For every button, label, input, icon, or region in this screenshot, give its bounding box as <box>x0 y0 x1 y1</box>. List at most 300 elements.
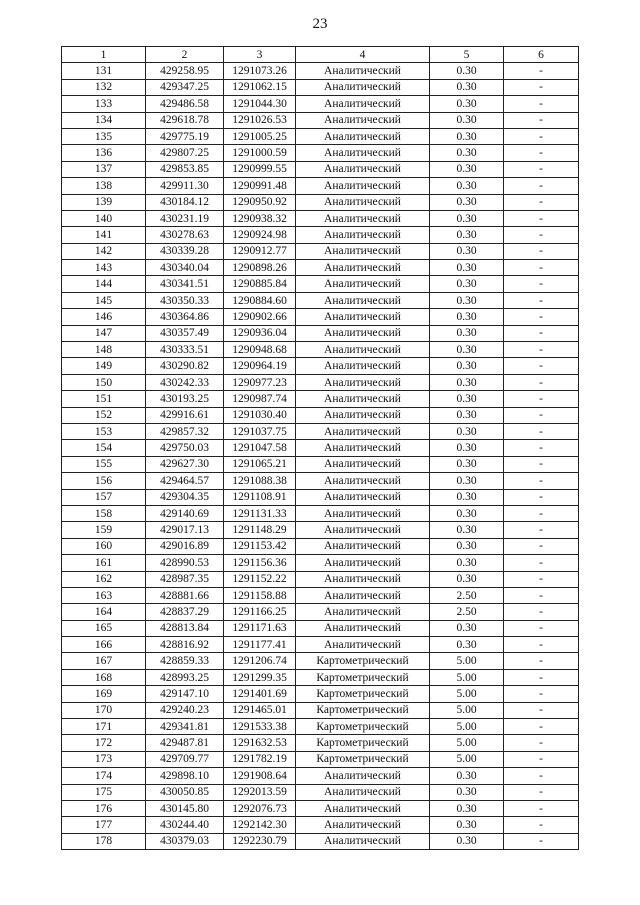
table-row <box>62 571 579 587</box>
cell-point-number: 138 <box>62 178 146 194</box>
cell-y-coordinate: 1290964.19 <box>224 358 296 374</box>
cell-point-number: 154 <box>62 440 146 456</box>
cell-point-number: 147 <box>62 325 146 341</box>
cell-method: Аналитический <box>296 407 430 423</box>
cell-method: Аналитический <box>296 243 430 259</box>
cell-point-number: 139 <box>62 194 146 210</box>
cell-method: Аналитический <box>296 604 430 620</box>
cell-y-coordinate: 1291047.58 <box>224 440 296 456</box>
cell-accuracy: 0.30 <box>430 784 504 800</box>
cell-accuracy: 2.50 <box>430 604 504 620</box>
table-row <box>62 423 579 439</box>
cell-y-coordinate: 1291108.91 <box>224 489 296 505</box>
table-row <box>62 358 579 374</box>
table-row <box>62 243 579 259</box>
cell-method: Аналитический <box>296 522 430 538</box>
cell-x-coordinate: 429709.77 <box>146 751 224 767</box>
cell-note: - <box>504 473 579 489</box>
cell-point-number: 177 <box>62 817 146 833</box>
cell-method: Аналитический <box>296 112 430 128</box>
cell-x-coordinate: 429916.61 <box>146 407 224 423</box>
cell-y-coordinate: 1290948.68 <box>224 342 296 358</box>
cell-method: Аналитический <box>296 391 430 407</box>
cell-accuracy: 0.30 <box>430 473 504 489</box>
cell-point-number: 142 <box>62 243 146 259</box>
cell-accuracy: 0.30 <box>430 194 504 210</box>
cell-accuracy: 0.30 <box>430 571 504 587</box>
cell-x-coordinate: 429464.57 <box>146 473 224 489</box>
cell-note: - <box>504 735 579 751</box>
cell-x-coordinate: 429857.32 <box>146 423 224 439</box>
cell-note: - <box>504 63 579 79</box>
cell-y-coordinate: 1291908.64 <box>224 768 296 784</box>
cell-method: Аналитический <box>296 358 430 374</box>
cell-note: - <box>504 325 579 341</box>
cell-method: Аналитический <box>296 145 430 161</box>
cell-note: - <box>504 260 579 276</box>
header-cell-4: 4 <box>296 47 430 63</box>
cell-point-number: 135 <box>62 128 146 144</box>
cell-accuracy: 0.30 <box>430 505 504 521</box>
cell-method: Аналитический <box>296 817 430 833</box>
cell-note: - <box>504 702 579 718</box>
cell-note: - <box>504 423 579 439</box>
cell-method: Аналитический <box>296 538 430 554</box>
cell-y-coordinate: 1290977.23 <box>224 374 296 390</box>
cell-accuracy: 0.30 <box>430 637 504 653</box>
cell-point-number: 173 <box>62 751 146 767</box>
cell-point-number: 153 <box>62 423 146 439</box>
cell-x-coordinate: 430050.85 <box>146 784 224 800</box>
cell-accuracy: 0.30 <box>430 358 504 374</box>
cell-y-coordinate: 1291152.22 <box>224 571 296 587</box>
header-cell-6: 6 <box>504 47 579 63</box>
cell-note: - <box>504 243 579 259</box>
cell-accuracy: 0.30 <box>430 112 504 128</box>
cell-method: Картометрический <box>296 751 430 767</box>
table-row <box>62 292 579 308</box>
cell-y-coordinate: 1291088.38 <box>224 473 296 489</box>
cell-note: - <box>504 161 579 177</box>
cell-accuracy: 0.30 <box>430 96 504 112</box>
cell-method: Картометрический <box>296 702 430 718</box>
cell-x-coordinate: 429140.69 <box>146 505 224 521</box>
cell-note: - <box>504 309 579 325</box>
cell-note: - <box>504 768 579 784</box>
table-row <box>62 194 579 210</box>
cell-x-coordinate: 429347.25 <box>146 79 224 95</box>
cell-accuracy: 0.30 <box>430 210 504 226</box>
table-row <box>62 522 579 538</box>
cell-y-coordinate: 1291030.40 <box>224 407 296 423</box>
cell-method: Картометрический <box>296 719 430 735</box>
table-row <box>62 309 579 325</box>
table-row <box>62 604 579 620</box>
cell-y-coordinate: 1292013.59 <box>224 784 296 800</box>
cell-point-number: 145 <box>62 292 146 308</box>
cell-accuracy: 0.30 <box>430 243 504 259</box>
table-row <box>62 210 579 226</box>
cell-note: - <box>504 669 579 685</box>
cell-accuracy: 0.30 <box>430 161 504 177</box>
cell-note: - <box>504 817 579 833</box>
cell-y-coordinate: 1291131.33 <box>224 505 296 521</box>
cell-x-coordinate: 430244.40 <box>146 817 224 833</box>
cell-note: - <box>504 653 579 669</box>
coordinates-table <box>61 46 579 850</box>
cell-note: - <box>504 407 579 423</box>
cell-x-coordinate: 430340.04 <box>146 260 224 276</box>
header-cell-1: 1 <box>62 47 146 63</box>
cell-y-coordinate: 1291177.41 <box>224 637 296 653</box>
cell-method: Картометрический <box>296 653 430 669</box>
cell-y-coordinate: 1291000.59 <box>224 145 296 161</box>
cell-accuracy: 0.30 <box>430 768 504 784</box>
cell-method: Аналитический <box>296 784 430 800</box>
cell-y-coordinate: 1291153.42 <box>224 538 296 554</box>
cell-y-coordinate: 1290885.84 <box>224 276 296 292</box>
cell-point-number: 146 <box>62 309 146 325</box>
cell-note: - <box>504 391 579 407</box>
cell-x-coordinate: 430333.51 <box>146 342 224 358</box>
cell-note: - <box>504 440 579 456</box>
cell-x-coordinate: 429240.23 <box>146 702 224 718</box>
cell-point-number: 137 <box>62 161 146 177</box>
cell-point-number: 158 <box>62 505 146 521</box>
table-row <box>62 342 579 358</box>
cell-method: Аналитический <box>296 620 430 636</box>
cell-point-number: 174 <box>62 768 146 784</box>
cell-point-number: 170 <box>62 702 146 718</box>
cell-method: Аналитический <box>296 800 430 816</box>
cell-point-number: 140 <box>62 210 146 226</box>
cell-method: Аналитический <box>296 276 430 292</box>
cell-y-coordinate: 1292142.30 <box>224 817 296 833</box>
cell-point-number: 136 <box>62 145 146 161</box>
cell-accuracy: 0.30 <box>430 63 504 79</box>
cell-point-number: 163 <box>62 587 146 603</box>
cell-y-coordinate: 1291005.25 <box>224 128 296 144</box>
table-row <box>62 489 579 505</box>
cell-method: Аналитический <box>296 194 430 210</box>
table-row <box>62 260 579 276</box>
cell-point-number: 144 <box>62 276 146 292</box>
cell-y-coordinate: 1290950.92 <box>224 194 296 210</box>
cell-note: - <box>504 637 579 653</box>
cell-accuracy: 2.50 <box>430 587 504 603</box>
cell-accuracy: 0.30 <box>430 178 504 194</box>
table-row <box>62 555 579 571</box>
cell-accuracy: 0.30 <box>430 227 504 243</box>
cell-x-coordinate: 430278.63 <box>146 227 224 243</box>
cell-method: Аналитический <box>296 505 430 521</box>
cell-y-coordinate: 1291401.69 <box>224 686 296 702</box>
cell-note: - <box>504 571 579 587</box>
cell-y-coordinate: 1291158.88 <box>224 587 296 603</box>
cell-x-coordinate: 430364.86 <box>146 309 224 325</box>
table-row <box>62 833 579 849</box>
table-header-row <box>62 47 579 63</box>
cell-x-coordinate: 428816.92 <box>146 637 224 653</box>
cell-point-number: 151 <box>62 391 146 407</box>
cell-accuracy: 0.30 <box>430 456 504 472</box>
cell-point-number: 134 <box>62 112 146 128</box>
header-cell-5: 5 <box>430 47 504 63</box>
table-row <box>62 407 579 423</box>
cell-accuracy: 0.30 <box>430 374 504 390</box>
cell-point-number: 169 <box>62 686 146 702</box>
table-row <box>62 587 579 603</box>
cell-note: - <box>504 96 579 112</box>
cell-x-coordinate: 430231.19 <box>146 210 224 226</box>
cell-x-coordinate: 429017.13 <box>146 522 224 538</box>
cell-point-number: 148 <box>62 342 146 358</box>
cell-x-coordinate: 428881.66 <box>146 587 224 603</box>
cell-accuracy: 0.30 <box>430 309 504 325</box>
cell-accuracy: 0.30 <box>430 489 504 505</box>
cell-x-coordinate: 430242.33 <box>146 374 224 390</box>
cell-note: - <box>504 555 579 571</box>
cell-note: - <box>504 833 579 849</box>
cell-x-coordinate: 429775.19 <box>146 128 224 144</box>
table-row <box>62 751 579 767</box>
cell-point-number: 172 <box>62 735 146 751</box>
table-row <box>62 505 579 521</box>
cell-note: - <box>504 112 579 128</box>
cell-accuracy: 5.00 <box>430 735 504 751</box>
cell-point-number: 149 <box>62 358 146 374</box>
cell-x-coordinate: 429486.58 <box>146 96 224 112</box>
cell-y-coordinate: 1291171.63 <box>224 620 296 636</box>
cell-y-coordinate: 1292230.79 <box>224 833 296 849</box>
cell-accuracy: 0.30 <box>430 292 504 308</box>
table-row <box>62 440 579 456</box>
table-row <box>62 620 579 636</box>
cell-x-coordinate: 429258.95 <box>146 63 224 79</box>
cell-point-number: 155 <box>62 456 146 472</box>
cell-point-number: 131 <box>62 63 146 79</box>
cell-method: Аналитический <box>296 292 430 308</box>
table-row <box>62 686 579 702</box>
cell-x-coordinate: 429911.30 <box>146 178 224 194</box>
cell-point-number: 150 <box>62 374 146 390</box>
cell-note: - <box>504 456 579 472</box>
table-row <box>62 653 579 669</box>
cell-method: Аналитический <box>296 833 430 849</box>
cell-x-coordinate: 430379.03 <box>146 833 224 849</box>
cell-note: - <box>504 210 579 226</box>
table-row <box>62 538 579 554</box>
table-row <box>62 817 579 833</box>
table-row <box>62 735 579 751</box>
cell-point-number: 176 <box>62 800 146 816</box>
cell-method: Аналитический <box>296 325 430 341</box>
cell-point-number: 175 <box>62 784 146 800</box>
cell-method: Картометрический <box>296 669 430 685</box>
cell-accuracy: 0.30 <box>430 342 504 358</box>
cell-point-number: 157 <box>62 489 146 505</box>
cell-note: - <box>504 784 579 800</box>
cell-accuracy: 0.30 <box>430 325 504 341</box>
cell-accuracy: 5.00 <box>430 719 504 735</box>
cell-point-number: 160 <box>62 538 146 554</box>
cell-note: - <box>504 538 579 554</box>
cell-method: Картометрический <box>296 686 430 702</box>
cell-y-coordinate: 1291299.35 <box>224 669 296 685</box>
cell-note: - <box>504 292 579 308</box>
cell-x-coordinate: 428837.29 <box>146 604 224 620</box>
cell-method: Аналитический <box>296 63 430 79</box>
cell-method: Аналитический <box>296 227 430 243</box>
table-row <box>62 473 579 489</box>
table-row <box>62 96 579 112</box>
cell-y-coordinate: 1290936.04 <box>224 325 296 341</box>
cell-y-coordinate: 1290912.77 <box>224 243 296 259</box>
cell-note: - <box>504 604 579 620</box>
table-row <box>62 456 579 472</box>
cell-accuracy: 0.30 <box>430 128 504 144</box>
cell-point-number: 143 <box>62 260 146 276</box>
cell-point-number: 156 <box>62 473 146 489</box>
cell-accuracy: 0.30 <box>430 440 504 456</box>
cell-y-coordinate: 1291465.01 <box>224 702 296 718</box>
cell-method: Аналитический <box>296 768 430 784</box>
cell-y-coordinate: 1291026.53 <box>224 112 296 128</box>
cell-y-coordinate: 1291166.25 <box>224 604 296 620</box>
cell-method: Аналитический <box>296 587 430 603</box>
table-row <box>62 768 579 784</box>
cell-note: - <box>504 194 579 210</box>
table-row <box>62 79 579 95</box>
cell-method: Аналитический <box>296 79 430 95</box>
cell-note: - <box>504 79 579 95</box>
cell-x-coordinate: 429807.25 <box>146 145 224 161</box>
cell-point-number: 167 <box>62 653 146 669</box>
cell-x-coordinate: 430145.80 <box>146 800 224 816</box>
cell-y-coordinate: 1290991.48 <box>224 178 296 194</box>
cell-y-coordinate: 1291065.21 <box>224 456 296 472</box>
cell-note: - <box>504 276 579 292</box>
cell-y-coordinate: 1290938.32 <box>224 210 296 226</box>
cell-x-coordinate: 429627.30 <box>146 456 224 472</box>
cell-x-coordinate: 429618.78 <box>146 112 224 128</box>
cell-accuracy: 5.00 <box>430 653 504 669</box>
cell-note: - <box>504 227 579 243</box>
cell-note: - <box>504 342 579 358</box>
cell-point-number: 159 <box>62 522 146 538</box>
cell-y-coordinate: 1290999.55 <box>224 161 296 177</box>
table-row <box>62 178 579 194</box>
cell-y-coordinate: 1291148.29 <box>224 522 296 538</box>
cell-point-number: 171 <box>62 719 146 735</box>
cell-point-number: 164 <box>62 604 146 620</box>
cell-note: - <box>504 489 579 505</box>
cell-accuracy: 5.00 <box>430 686 504 702</box>
cell-y-coordinate: 1291062.15 <box>224 79 296 95</box>
cell-accuracy: 5.00 <box>430 669 504 685</box>
table-row <box>62 637 579 653</box>
cell-accuracy: 0.30 <box>430 407 504 423</box>
cell-note: - <box>504 686 579 702</box>
cell-accuracy: 0.30 <box>430 817 504 833</box>
cell-method: Аналитический <box>296 342 430 358</box>
cell-point-number: 161 <box>62 555 146 571</box>
header-cell-3: 3 <box>224 47 296 63</box>
cell-method: Аналитический <box>296 555 430 571</box>
cell-method: Аналитический <box>296 309 430 325</box>
cell-y-coordinate: 1291073.26 <box>224 63 296 79</box>
page-number: 23 <box>312 16 328 32</box>
cell-accuracy: 5.00 <box>430 702 504 718</box>
table-row <box>62 128 579 144</box>
cell-x-coordinate: 429147.10 <box>146 686 224 702</box>
cell-point-number: 152 <box>62 407 146 423</box>
cell-point-number: 141 <box>62 227 146 243</box>
cell-method: Аналитический <box>296 178 430 194</box>
cell-x-coordinate: 429016.89 <box>146 538 224 554</box>
cell-y-coordinate: 1291037.75 <box>224 423 296 439</box>
table-row <box>62 800 579 816</box>
cell-x-coordinate: 430290.82 <box>146 358 224 374</box>
cell-method: Аналитический <box>296 374 430 390</box>
table-row <box>62 227 579 243</box>
table-row <box>62 702 579 718</box>
cell-x-coordinate: 429750.03 <box>146 440 224 456</box>
cell-point-number: 133 <box>62 96 146 112</box>
cell-y-coordinate: 1290924.98 <box>224 227 296 243</box>
table-row <box>62 276 579 292</box>
cell-accuracy: 0.30 <box>430 423 504 439</box>
table-body <box>62 47 579 850</box>
cell-method: Картометрический <box>296 735 430 751</box>
cell-accuracy: 0.30 <box>430 555 504 571</box>
table-row <box>62 391 579 407</box>
cell-note: - <box>504 505 579 521</box>
cell-method: Аналитический <box>296 440 430 456</box>
cell-accuracy: 0.30 <box>430 276 504 292</box>
cell-method: Аналитический <box>296 210 430 226</box>
cell-method: Аналитический <box>296 96 430 112</box>
cell-method: Аналитический <box>296 161 430 177</box>
cell-method: Аналитический <box>296 473 430 489</box>
cell-x-coordinate: 429898.10 <box>146 768 224 784</box>
cell-note: - <box>504 374 579 390</box>
table-row <box>62 719 579 735</box>
cell-point-number: 162 <box>62 571 146 587</box>
cell-method: Аналитический <box>296 489 430 505</box>
table-row <box>62 63 579 79</box>
cell-x-coordinate: 428987.35 <box>146 571 224 587</box>
cell-method: Аналитический <box>296 260 430 276</box>
cell-x-coordinate: 430193.25 <box>146 391 224 407</box>
cell-accuracy: 5.00 <box>430 751 504 767</box>
cell-note: - <box>504 522 579 538</box>
cell-y-coordinate: 1291156.36 <box>224 555 296 571</box>
cell-method: Аналитический <box>296 456 430 472</box>
cell-x-coordinate: 430339.28 <box>146 243 224 259</box>
cell-y-coordinate: 1291632.53 <box>224 735 296 751</box>
cell-y-coordinate: 1291206.74 <box>224 653 296 669</box>
cell-accuracy: 0.30 <box>430 145 504 161</box>
cell-note: - <box>504 587 579 603</box>
cell-point-number: 132 <box>62 79 146 95</box>
cell-y-coordinate: 1290884.60 <box>224 292 296 308</box>
table-row <box>62 112 579 128</box>
cell-point-number: 166 <box>62 637 146 653</box>
cell-x-coordinate: 428859.33 <box>146 653 224 669</box>
cell-x-coordinate: 428993.25 <box>146 669 224 685</box>
cell-x-coordinate: 430350.33 <box>146 292 224 308</box>
